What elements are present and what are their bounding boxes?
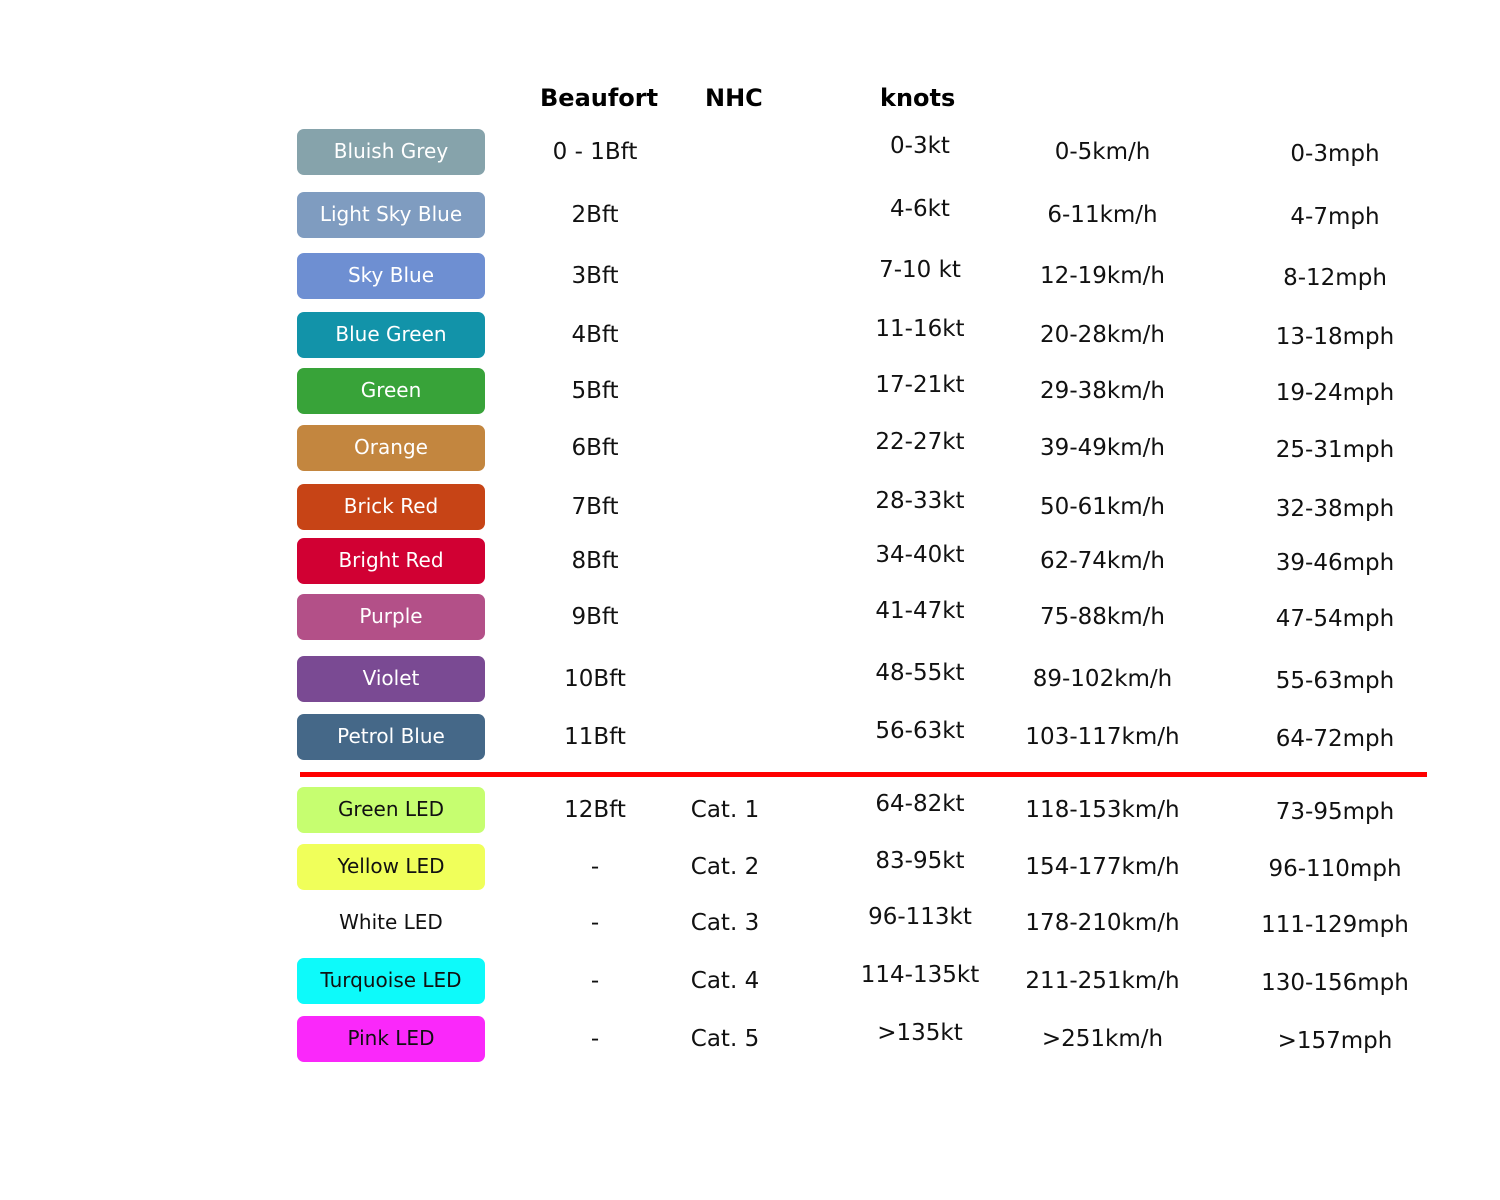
beaufort-cell: 2Bft <box>571 202 619 228</box>
beaufort-cell: - <box>590 910 600 936</box>
knots-cell: 83-95kt <box>875 848 965 874</box>
table-row <box>0 484 1500 532</box>
beaufort-cell: - <box>590 854 600 880</box>
kmh-cell: 89-102km/h <box>1032 666 1173 692</box>
beaufort-cell: 5Bft <box>571 378 619 404</box>
knots-cell: 28-33kt <box>875 488 965 514</box>
mph-cell: 130-156mph <box>1261 970 1409 996</box>
mph-cell: 8-12mph <box>1283 265 1387 291</box>
color-swatch <box>297 1016 485 1062</box>
header-knots: knots <box>880 84 956 112</box>
knots-cell: 4-6kt <box>890 196 950 222</box>
nhc-category-cell <box>660 259 790 293</box>
color-swatch <box>297 129 485 175</box>
mph-cell: 0-3mph <box>1290 141 1380 167</box>
nhc-category-cell <box>660 135 790 169</box>
knots-cell: 56-63kt <box>875 718 965 744</box>
table-row <box>0 312 1500 360</box>
knots-cell: 22-27kt <box>875 429 965 455</box>
nhc-category-cell <box>660 431 790 465</box>
kmh-cell: 103-117km/h <box>1025 724 1180 750</box>
color-swatch-label: Turquoise LED <box>320 968 462 992</box>
kmh-cell: 0-5km/h <box>1054 139 1151 165</box>
nhc-category-cell <box>660 600 790 634</box>
header-beaufort: Beaufort <box>540 84 659 112</box>
color-swatch <box>297 958 485 1004</box>
nhc-category-cell: Cat. 4 <box>690 968 760 994</box>
knots-cell: 34-40kt <box>875 542 965 568</box>
kmh-cell: 12-19km/h <box>1040 263 1165 289</box>
mph-cell: 19-24mph <box>1275 380 1395 406</box>
color-swatch-label: Blue Green <box>335 322 447 346</box>
color-swatch-label: Purple <box>359 604 423 628</box>
nhc-category-cell <box>660 374 790 408</box>
mph-cell: 64-72mph <box>1275 726 1395 752</box>
color-swatch <box>297 368 485 414</box>
beaufort-cell: - <box>590 968 600 994</box>
mph-cell: 55-63mph <box>1275 668 1395 694</box>
table-row <box>0 787 1500 835</box>
color-swatch-label: Sky Blue <box>347 263 434 287</box>
nhc-category-cell <box>660 318 790 352</box>
hurricane-divider-line <box>300 772 1427 777</box>
kmh-cell: 39-49km/h <box>1040 435 1165 461</box>
table-row <box>0 594 1500 642</box>
knots-cell: 114-135kt <box>860 962 980 988</box>
kmh-cell: 211-251km/h <box>1025 968 1180 994</box>
knots-cell: 48-55kt <box>875 660 965 686</box>
beaufort-cell: 4Bft <box>571 322 619 348</box>
table-row <box>0 1016 1500 1064</box>
color-swatch-label: Light Sky Blue <box>319 202 463 226</box>
color-swatch-label: Green LED <box>337 797 445 821</box>
color-swatch-label: Brick Red <box>343 494 439 518</box>
kmh-cell: 75-88km/h <box>1040 604 1165 630</box>
nhc-category-cell: Cat. 3 <box>690 910 760 936</box>
color-swatch-label: Bright Red <box>338 548 444 572</box>
kmh-cell: 118-153km/h <box>1025 797 1180 823</box>
table-row <box>0 656 1500 704</box>
knots-cell: 96-113kt <box>868 904 972 930</box>
color-swatch <box>297 312 485 358</box>
nhc-category-cell: Cat. 2 <box>690 854 760 880</box>
knots-cell: 11-16kt <box>875 316 965 342</box>
beaufort-cell: 7Bft <box>571 494 619 520</box>
knots-cell: 64-82kt <box>875 791 965 817</box>
color-swatch <box>297 253 485 299</box>
color-swatch <box>297 425 485 471</box>
color-swatch <box>297 538 485 584</box>
table-row <box>0 900 1500 948</box>
color-swatch <box>297 656 485 702</box>
table-row <box>0 714 1500 762</box>
beaufort-cell: 10Bft <box>564 666 626 692</box>
color-swatch <box>297 594 485 640</box>
color-swatch-label: Petrol Blue <box>337 724 445 748</box>
nhc-category-cell <box>660 544 790 578</box>
kmh-cell: 29-38km/h <box>1040 378 1165 404</box>
beaufort-cell: 9Bft <box>571 604 619 630</box>
table-row <box>0 958 1500 1006</box>
nhc-category-cell <box>660 198 790 232</box>
kmh-cell: 6-11km/h <box>1047 202 1158 228</box>
mph-cell: 25-31mph <box>1275 437 1395 463</box>
beaufort-cell: 6Bft <box>571 435 619 461</box>
color-swatch <box>297 192 485 238</box>
nhc-category-cell <box>660 662 790 696</box>
header-nhc: NHC <box>705 84 763 112</box>
beaufort-cell: 11Bft <box>564 724 626 750</box>
table-row <box>0 253 1500 301</box>
mph-cell: 96-110mph <box>1268 856 1402 882</box>
kmh-cell: 154-177km/h <box>1025 854 1180 880</box>
color-swatch-label: Violet <box>362 666 420 690</box>
mph-cell: 111-129mph <box>1261 912 1409 938</box>
mph-cell: 32-38mph <box>1275 496 1395 522</box>
color-swatch <box>297 787 485 833</box>
color-swatch-label: Pink LED <box>347 1026 435 1050</box>
table-row <box>0 844 1500 892</box>
knots-cell: 41-47kt <box>875 598 965 624</box>
table-row <box>0 425 1500 473</box>
nhc-category-cell <box>660 720 790 754</box>
mph-cell: 47-54mph <box>1275 606 1395 632</box>
kmh-cell: 178-210km/h <box>1025 910 1180 936</box>
nhc-category-cell <box>660 490 790 524</box>
color-swatch <box>297 844 485 890</box>
mph-cell: 39-46mph <box>1275 550 1395 576</box>
mph-cell: 73-95mph <box>1275 799 1395 825</box>
knots-cell: >135kt <box>877 1020 963 1046</box>
color-swatch <box>297 900 485 946</box>
beaufort-cell: - <box>590 1026 600 1052</box>
color-swatch-label: Bluish Grey <box>333 139 449 163</box>
nhc-category-cell: Cat. 1 <box>690 797 760 823</box>
table-row <box>0 129 1500 177</box>
kmh-cell: 50-61km/h <box>1040 494 1165 520</box>
knots-cell: 7-10 kt <box>879 257 961 283</box>
table-row <box>0 368 1500 416</box>
beaufort-cell: 8Bft <box>571 548 619 574</box>
kmh-cell: 62-74km/h <box>1040 548 1165 574</box>
beaufort-cell: 0 - 1Bft <box>552 139 638 165</box>
knots-cell: 17-21kt <box>875 372 965 398</box>
color-swatch-label: Yellow LED <box>337 854 445 878</box>
color-swatch-label: Orange <box>354 435 428 459</box>
beaufort-cell: 3Bft <box>571 263 619 289</box>
color-swatch <box>297 714 485 760</box>
color-swatch <box>297 484 485 530</box>
color-swatch-label: Green <box>360 378 422 402</box>
beaufort-cell: 12Bft <box>564 797 626 823</box>
table-row <box>0 538 1500 586</box>
mph-cell: >157mph <box>1277 1028 1393 1054</box>
kmh-cell: >251km/h <box>1041 1026 1164 1052</box>
knots-cell: 0-3kt <box>890 133 950 159</box>
mph-cell: 4-7mph <box>1290 204 1380 230</box>
mph-cell: 13-18mph <box>1275 324 1395 350</box>
kmh-cell: 20-28km/h <box>1040 322 1165 348</box>
table-row <box>0 192 1500 240</box>
nhc-category-cell: Cat. 5 <box>690 1026 760 1052</box>
color-swatch-label: White LED <box>339 910 443 934</box>
